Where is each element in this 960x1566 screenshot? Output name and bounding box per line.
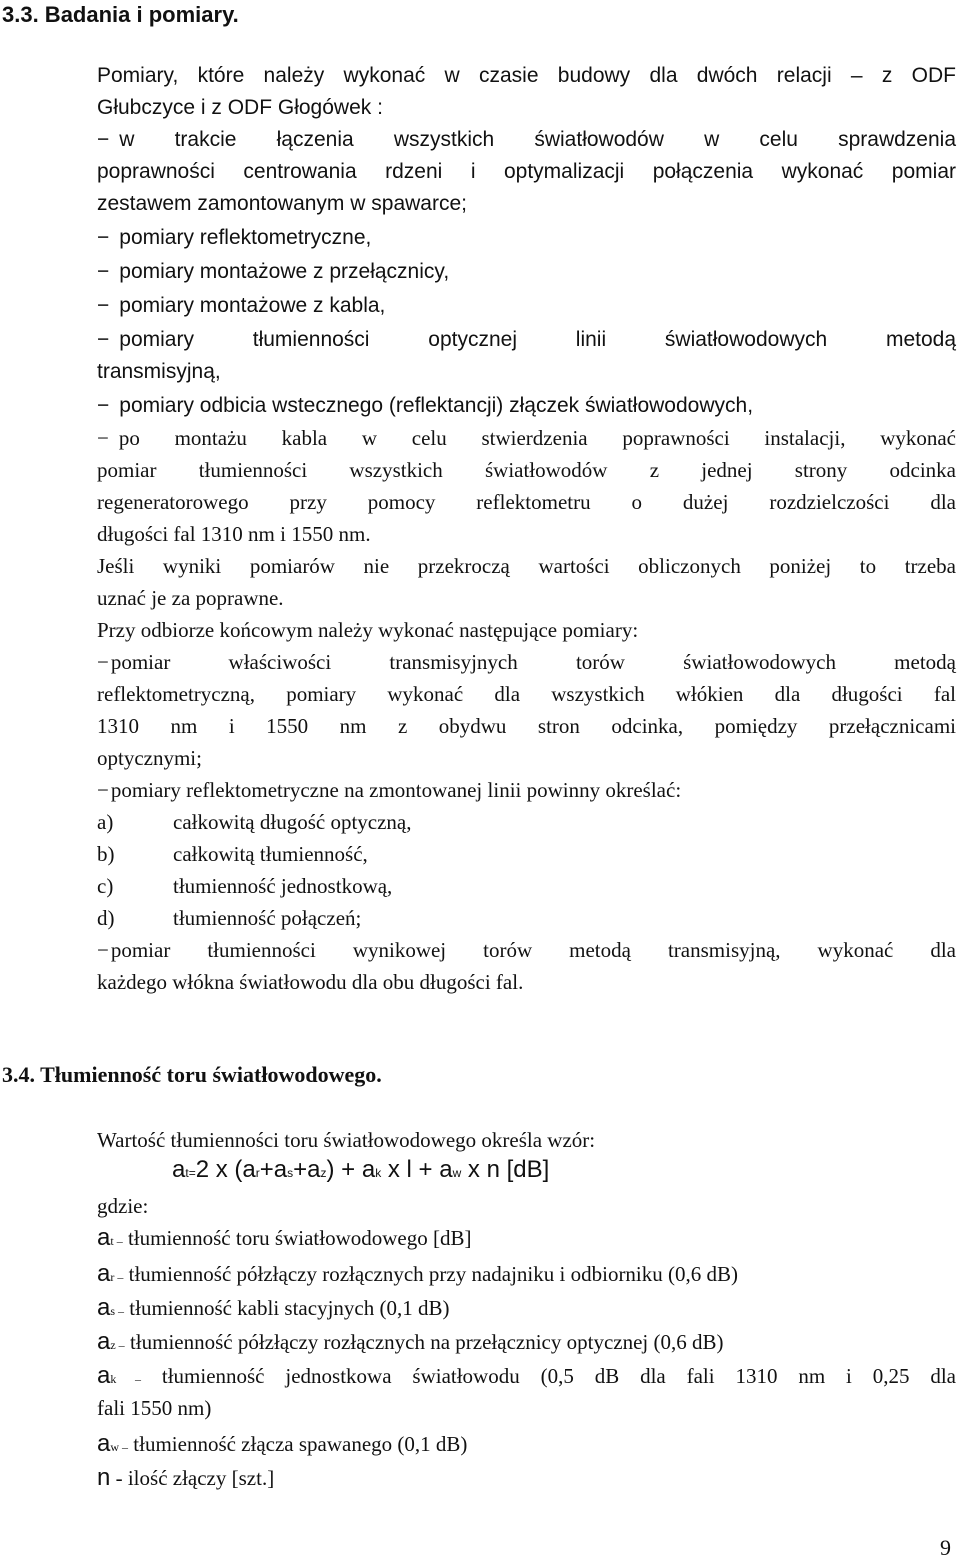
definition-ar: ar – tłumienność półzłączy rozłącznych przy nadajniku i odbiorniku (0,6 dB) — [97, 1260, 739, 1287]
page-number: 9 — [940, 1535, 951, 1560]
intro-line-1: Pomiary, które należy wykonać w czasie budowy dla dwóch relacji – z ODF — [97, 64, 956, 87]
sub-item-c: c) tłumienność jednostkową, — [97, 874, 393, 898]
final-item-reflectometric: − pomiary reflektometryczne na zmontowanej linii powinny określać: — [97, 774, 956, 806]
list-item-post-install-line-2: pomiar tłumienności wszystkich światłowodów z jednej strony odcinka — [97, 458, 956, 482]
definition-ak-line-2: fali 1550 nm) — [97, 1396, 212, 1420]
sub-item-a: a) całkowitą długość optyczną, — [97, 810, 412, 834]
where-label: gdzie: — [97, 1194, 149, 1218]
list-item-attenuation-line-2: transmisyjną, — [97, 360, 221, 383]
final-item-resulting-line-2: każdego włókna światłowodu dla obu długości fal. — [97, 970, 524, 994]
list-item-reflectance: − pomiary odbicia wstecznego (reflektancji) złączek światłowodowych, — [97, 390, 956, 422]
definition-az: az – tłumienność półzłączy rozłącznych na przełącznicy optycznej (0,6 dB) — [97, 1328, 724, 1355]
definition-at: at – tłumienność toru światłowodowego [dB] — [97, 1224, 472, 1251]
list-item-splicing: − w trakcie łączenia wszystkich światłowodów w celu sprawdzenia — [97, 124, 956, 156]
formula-intro: Wartość tłumienności toru światłowodowego określa wzór: — [97, 1128, 596, 1152]
final-item-transmission: − pomiar właściwości transmisyjnych torów światłowodowych metodą — [97, 646, 956, 678]
attenuation-formula: at=2 x (ar+as+az) + ak x l + aw x n [dB] — [172, 1156, 550, 1183]
definition-aw: aw – tłumienność złącza spawanego (0,1 dB) — [97, 1430, 468, 1457]
definition-n: n - ilość złączy [szt.] — [97, 1464, 275, 1491]
note-line-2: uznać je za poprawne. — [97, 586, 284, 610]
list-item-splicing-line-2: poprawności centrowania rdzeni i optymalizacji połączenia wykonać pomiar — [97, 160, 956, 183]
list-item-reflectometric: − pomiary reflektometryczne, — [97, 222, 956, 254]
section-heading-3-3: 3.3. Badania i pomiary. — [2, 2, 239, 27]
list-item-splicing-line-3: zestawem zamontowanym w spawarce; — [97, 192, 467, 215]
list-item-post-install: − po montażu kabla w celu stwierdzenia poprawności instalacji, wykonać — [97, 422, 956, 454]
final-item-transmission-line-2: reflektometryczną, pomiary wykonać dla wszystkich włókien dla długości fal — [97, 682, 956, 706]
final-item-resulting: − pomiar tłumienności wynikowej torów metodą transmisyjną, wykonać dla — [97, 934, 956, 966]
sub-item-d: d) tłumienność połączeń; — [97, 906, 362, 930]
sub-item-b: b) całkowitą tłumienność, — [97, 842, 368, 866]
section-heading-3-4: 3.4. Tłumienność toru światłowodowego. — [2, 1062, 382, 1087]
final-intro: Przy odbiorze końcowym należy wykonać następujące pomiary: — [97, 618, 639, 642]
note-line-1: Jeśli wyniki pomiarów nie przekroczą wartości obliczonych poniżej to trzeba — [97, 554, 956, 578]
intro-line-2: Głubczyce i z ODF Głogówek : — [97, 96, 383, 119]
definition-ak: ak – tłumienność jednostkowa światłowodu (0,5 dB dla fali 1310 nm i 0,25 dla — [97, 1362, 957, 1389]
list-item-post-install-line-4: długości fal 1310 nm i 1550 nm. — [97, 522, 371, 546]
definition-as: as – tłumienność kabli stacyjnych (0,1 dB) — [97, 1294, 450, 1321]
list-item-post-install-line-3: regeneratorowego przy pomocy reflektometru o dużej rozdzielczości dla — [97, 490, 956, 514]
list-item-attenuation: − pomiary tłumienności optycznej linii światłowodowych metodą — [97, 324, 956, 356]
final-item-transmission-line-3: 1310 nm i 1550 nm z obydwu stron odcinka, pomiędzy przełącznicami — [97, 714, 956, 738]
final-item-transmission-line-4: optycznymi; — [97, 746, 202, 770]
list-item-assembly-cable: − pomiary montażowe z kabla, — [97, 290, 956, 322]
list-item-assembly-switch: − pomiary montażowe z przełącznicy, — [97, 256, 956, 288]
